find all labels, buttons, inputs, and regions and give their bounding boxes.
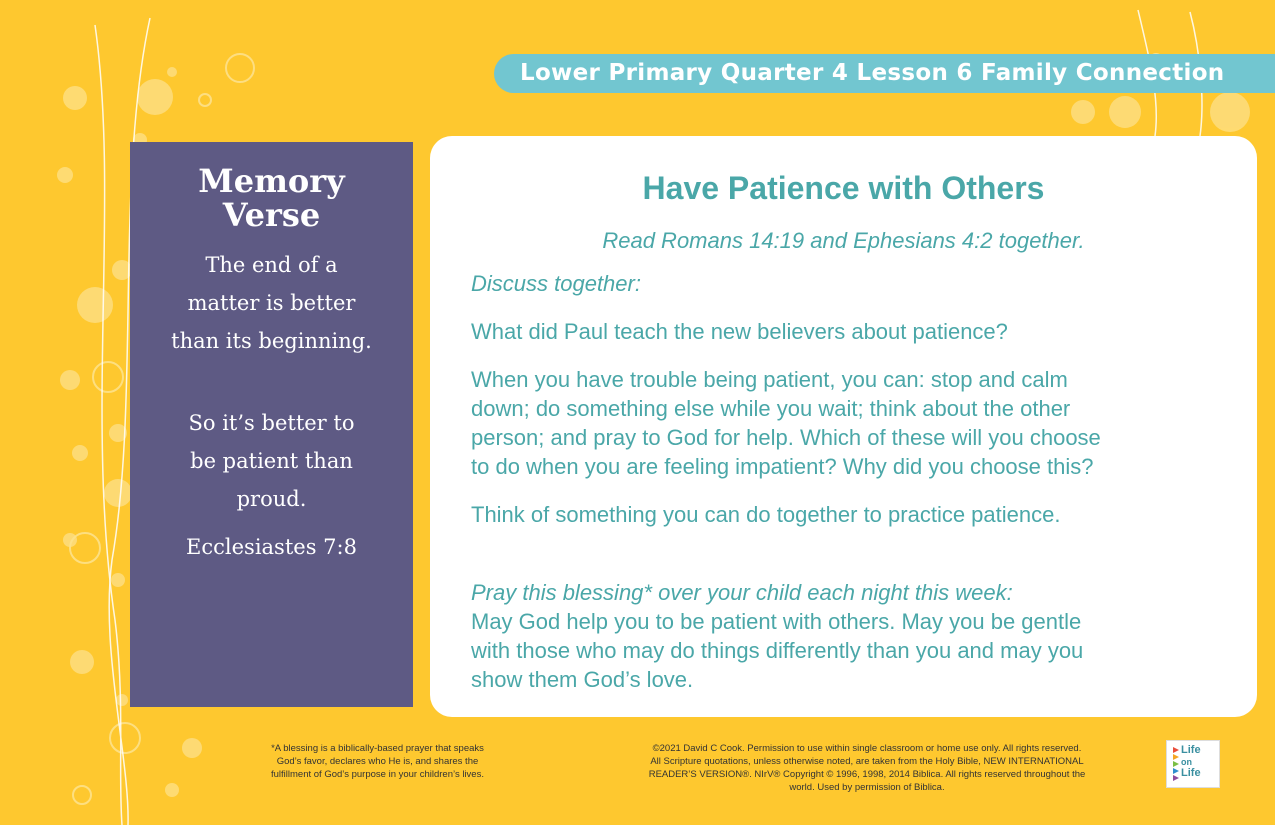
question-2 [471, 365, 1241, 481]
verse-line: than its beginning. [171, 329, 372, 353]
copyright-line: ©2021 David C Cook. Permission to use within single classroom or home use only. All rights reserved. [652, 743, 1082, 754]
logo-text [1181, 744, 1201, 780]
discuss-label: Discuss together: [471, 271, 641, 296]
verse-text-part1 [130, 246, 413, 360]
lesson-banner: Lower Primary Quarter 4 Lesson 6 Family Connection [494, 54, 1275, 93]
verse-line: be patient than [190, 449, 353, 473]
verse-line: The end of a [205, 253, 338, 277]
read-instruction: Read Romans 14:19 and Ephesians 4:2 together. [602, 228, 1085, 253]
question-1: What did Paul teach the new believers about patience? [471, 319, 1008, 344]
footnote-line: fulfillment of God’s purpose in your children’s lives. [271, 769, 484, 780]
question-2-line: When you have trouble being patient, you can: stop and calm [471, 367, 1068, 392]
blessing-label: Pray this blessing* over your child each night this week: [471, 580, 1013, 605]
verse-reference: Ecclesiastes 7:8 [186, 535, 357, 559]
blessing-line: show them God’s love. [471, 667, 694, 692]
memory-verse-title-line1: Memory [198, 162, 345, 200]
verse-line: proud. [236, 487, 307, 511]
question-3: Think of something you can do together to practice patience. [471, 502, 1061, 527]
logo-line: on [1181, 757, 1192, 767]
logo-line: Life [1181, 744, 1201, 756]
copyright-line: world. Used by permission of Biblica. [789, 782, 945, 793]
memory-verse-title [130, 164, 413, 232]
copyright-line: READER’S VERSION®. NIrV® Copyright © 1996, 1998, 2014 Biblica. All rights reserved throughout the [648, 769, 1086, 780]
blessing-line: May God help you to be patient with others. May you be gentle [471, 609, 1082, 634]
life-on-life-logo [1166, 740, 1220, 788]
verse-line: matter is better [187, 291, 356, 315]
blessing-text [471, 607, 1241, 694]
question-2-line: to do when you are feeling impatient? Why did you choose this? [471, 454, 1094, 479]
question-2-line: down; do something else while you wait; think about the other [471, 396, 1071, 421]
discussion-card [430, 136, 1257, 717]
copyright-notice [586, 742, 1148, 794]
blessing-line: with those who may do things differently than you and may you [471, 638, 1084, 663]
card-title: Have Patience with Others [642, 170, 1045, 206]
footnote-line: God’s favor, declares who He is, and shares the [276, 756, 479, 767]
verse-line: So it’s better to [188, 411, 355, 435]
logo-stripe-icon [1173, 747, 1179, 781]
memory-verse-title-line2: Verse [222, 196, 321, 234]
logo-line: Life [1181, 767, 1201, 779]
footnote-line: *A blessing is a biblically-based prayer that speaks [271, 743, 484, 754]
memory-verse-panel [130, 142, 413, 707]
copyright-line: All Scripture quotations, unless otherwise noted, are taken from the Holy Bible, NEW INTERNATIONAL [650, 756, 1084, 767]
question-2-line: person; and pray to God for help. Which of these will you choose [471, 425, 1101, 450]
verse-text-part2 [130, 404, 413, 518]
blessing-footnote [240, 742, 515, 781]
